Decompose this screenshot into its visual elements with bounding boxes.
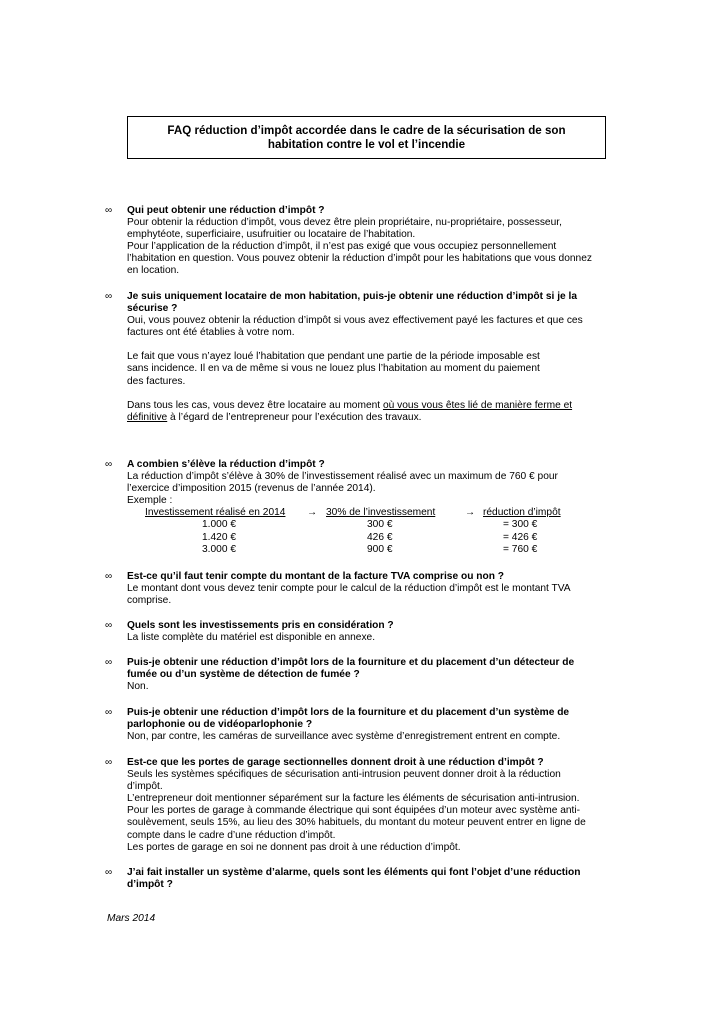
faq-answer-line: Le montant dont vous devez tenir compte pour le calcul de la réduction d’impôt est le montant TVA — [127, 583, 571, 595]
faq-question: Puis-je obtenir une réduction d’impôt lors de la fourniture et du placement d’un détecteur de — [127, 657, 575, 668]
faq-item-garage-doors — [105, 757, 617, 854]
faq-answer-line: L’entrepreneur doit mentionner séparément sur la facture les éléments de sécurisation anti-intrusion. — [127, 793, 580, 805]
example-cell: 3.000 € — [202, 543, 236, 555]
example-cell: 900 € — [367, 543, 393, 555]
bullet-icon: ∞ — [105, 205, 113, 216]
example-cell: = 426 € — [503, 531, 538, 543]
faq-question: Est-ce qu’il faut tenir compte du montant de la facture TVA comprise ou non ? — [127, 571, 504, 582]
footer-date: Mars 2014 — [107, 913, 156, 924]
faq-answer-line: Oui, vous pouvez obtenir la réduction d’impôt si vous avez effectivement payé les factures et que ces — [127, 315, 583, 327]
faq-answer-line: emphytéote, superficiaire, usufruitier ou locataire de l’habitation. — [127, 229, 416, 241]
example-cell: 300 € — [367, 519, 393, 531]
example-cell: = 760 € — [503, 543, 538, 555]
faq-question: Est-ce que les portes de garage sectionnelles donnent droit à une réduction d’impôt ? — [127, 757, 544, 768]
faq-question: J’ai fait installer un système d’alarme, quels sont les éléments qui font l’objet d’une réduction — [127, 867, 581, 878]
faq-answer-line: l’habitation en question. Vous pouvez obtenir la réduction d’impôt pour les habitations que vous donnez — [127, 253, 592, 265]
faq-item-tenant — [105, 291, 617, 424]
bullet-icon: ∞ — [105, 620, 113, 631]
example-header-row — [127, 507, 617, 519]
arrow-icon: → — [465, 507, 476, 519]
bullet-icon: ∞ — [105, 707, 113, 718]
bullet-icon: ∞ — [105, 657, 113, 668]
faq-answer-line: Les portes de garage en soi ne donnent pas droit à une réduction d’impôt. — [127, 841, 461, 853]
faq-answer-line: Exemple : — [127, 495, 173, 507]
faq-answer-line: l’exercice d’imposition 2015 (revenus de l’année 2014). — [127, 483, 376, 495]
example-header: réduction d’impôt — [483, 507, 561, 519]
faq-question: Qui peut obtenir une réduction d’impôt ? — [127, 205, 325, 216]
faq-item-amount — [105, 459, 617, 555]
example-table — [127, 507, 617, 555]
example-header: 30% de l’investissement — [326, 507, 436, 519]
faq-question: Je suis uniquement locataire de mon habitation, puis-je obtenir une réduction d’impôt si je la — [127, 291, 578, 302]
example-cell: 1.000 € — [202, 519, 236, 531]
example-cell: = 300 € — [503, 519, 538, 531]
faq-question: Quels sont les investissements pris en considération ? — [127, 620, 394, 631]
faq-answer-line: compte dans le cadre d’une réduction d’impôt. — [127, 829, 336, 841]
bullet-icon: ∞ — [105, 291, 113, 302]
faq-answer-line: sans incidence. Il en va de même si vous ne louez plus l’habitation au moment du paiement — [127, 363, 540, 375]
faq-item-alarm — [105, 867, 617, 891]
faq-answer-line: factures ont été établies à votre nom. — [127, 327, 295, 339]
example-row — [127, 544, 617, 556]
faq-answer-line: d’impôt. — [127, 781, 163, 793]
bullet-icon: ∞ — [105, 867, 113, 878]
faq-answer-line: La liste complète du matériel est disponible en annexe. — [127, 632, 376, 644]
faq-item-smoke-detector — [105, 657, 617, 693]
faq-question: Puis-je obtenir une réduction d’impôt lors de la fourniture et du placement d’un système de — [127, 707, 570, 718]
faq-answer-line: soulèvement, seuls 15%, au lieu des 30% habituels, du montant du moteur peuvent entrer en ligne de — [127, 817, 586, 829]
example-row — [127, 519, 617, 531]
faq-answer-line: Le fait que vous n’ayez loué l’habitation que pendant une partie de la période imposable est — [127, 351, 540, 363]
faq-question: fumée ou d’un système de détection de fumée ? — [127, 669, 360, 681]
answer-underlined-text: où vous vous êtes lié de manière ferme et — [382, 399, 573, 411]
faq-item-vat — [105, 571, 617, 607]
answer-underlined-text: définitive — [127, 411, 168, 423]
faq-answer-line: Non, par contre, les caméras de surveillance avec système d’enregistrement entrent en compte. — [127, 731, 561, 743]
faq-answer-line: Seuls les systèmes spécifiques de sécurisation anti-intrusion peuvent donner droit à la réduction — [127, 769, 561, 781]
faq-item-who-can-obtain — [105, 205, 617, 278]
answer-text: à l’égard de l’entrepreneur pour l’exécution des travaux. — [167, 411, 422, 423]
title-line-2: habitation contre le vol et l’incendie — [267, 137, 466, 151]
faq-item-investments — [105, 620, 617, 644]
example-cell: 426 € — [367, 531, 393, 543]
faq-item-intercom — [105, 707, 617, 743]
faq-answer-line: Non. — [127, 681, 149, 693]
bullet-icon: ∞ — [105, 571, 113, 582]
example-header: Investissement réalisé en 2014 — [145, 507, 286, 519]
example-cell: 1.420 € — [202, 531, 236, 543]
title-line-1: FAQ réduction d’impôt accordée dans le cadre de la sécurisation de son — [167, 123, 566, 137]
faq-answer-line: comprise. — [127, 595, 172, 607]
bullet-icon: ∞ — [105, 459, 113, 470]
document-title — [127, 116, 606, 159]
faq-answer-line: Pour l’application de la réduction d’impôt, il n’est pas exigé que vous occupiez personnellement — [127, 241, 557, 253]
faq-answer-line: des factures. — [127, 375, 186, 387]
faq-question: sécurise ? — [127, 303, 178, 315]
faq-question: A combien s’élève la réduction d’impôt ? — [127, 459, 325, 470]
arrow-icon: → — [307, 507, 318, 519]
faq-answer-line: en location. — [127, 265, 180, 277]
faq-answer-line — [127, 412, 617, 424]
faq-answer-line: Pour obtenir la réduction d’impôt, vous devez être plein propriétaire, nu-propriétaire, possesseur, — [127, 217, 562, 229]
answer-text: Dans tous les cas, vous devez être locataire au moment — [127, 399, 383, 411]
bullet-icon: ∞ — [105, 757, 113, 768]
faq-question: parlophonie ou de vidéoparlophonie ? — [127, 719, 313, 731]
example-row — [127, 532, 617, 544]
faq-question: d’impôt ? — [127, 879, 173, 891]
faq-answer-line — [127, 400, 617, 412]
faq-answer-line: La réduction d’impôt s’élève à 30% de l’investissement réalisé avec un maximum de 760 € pour — [127, 471, 558, 483]
faq-answer-line: Pour les portes de garage à commande électrique qui sont équipées d’un moteur avec système anti- — [127, 805, 581, 817]
